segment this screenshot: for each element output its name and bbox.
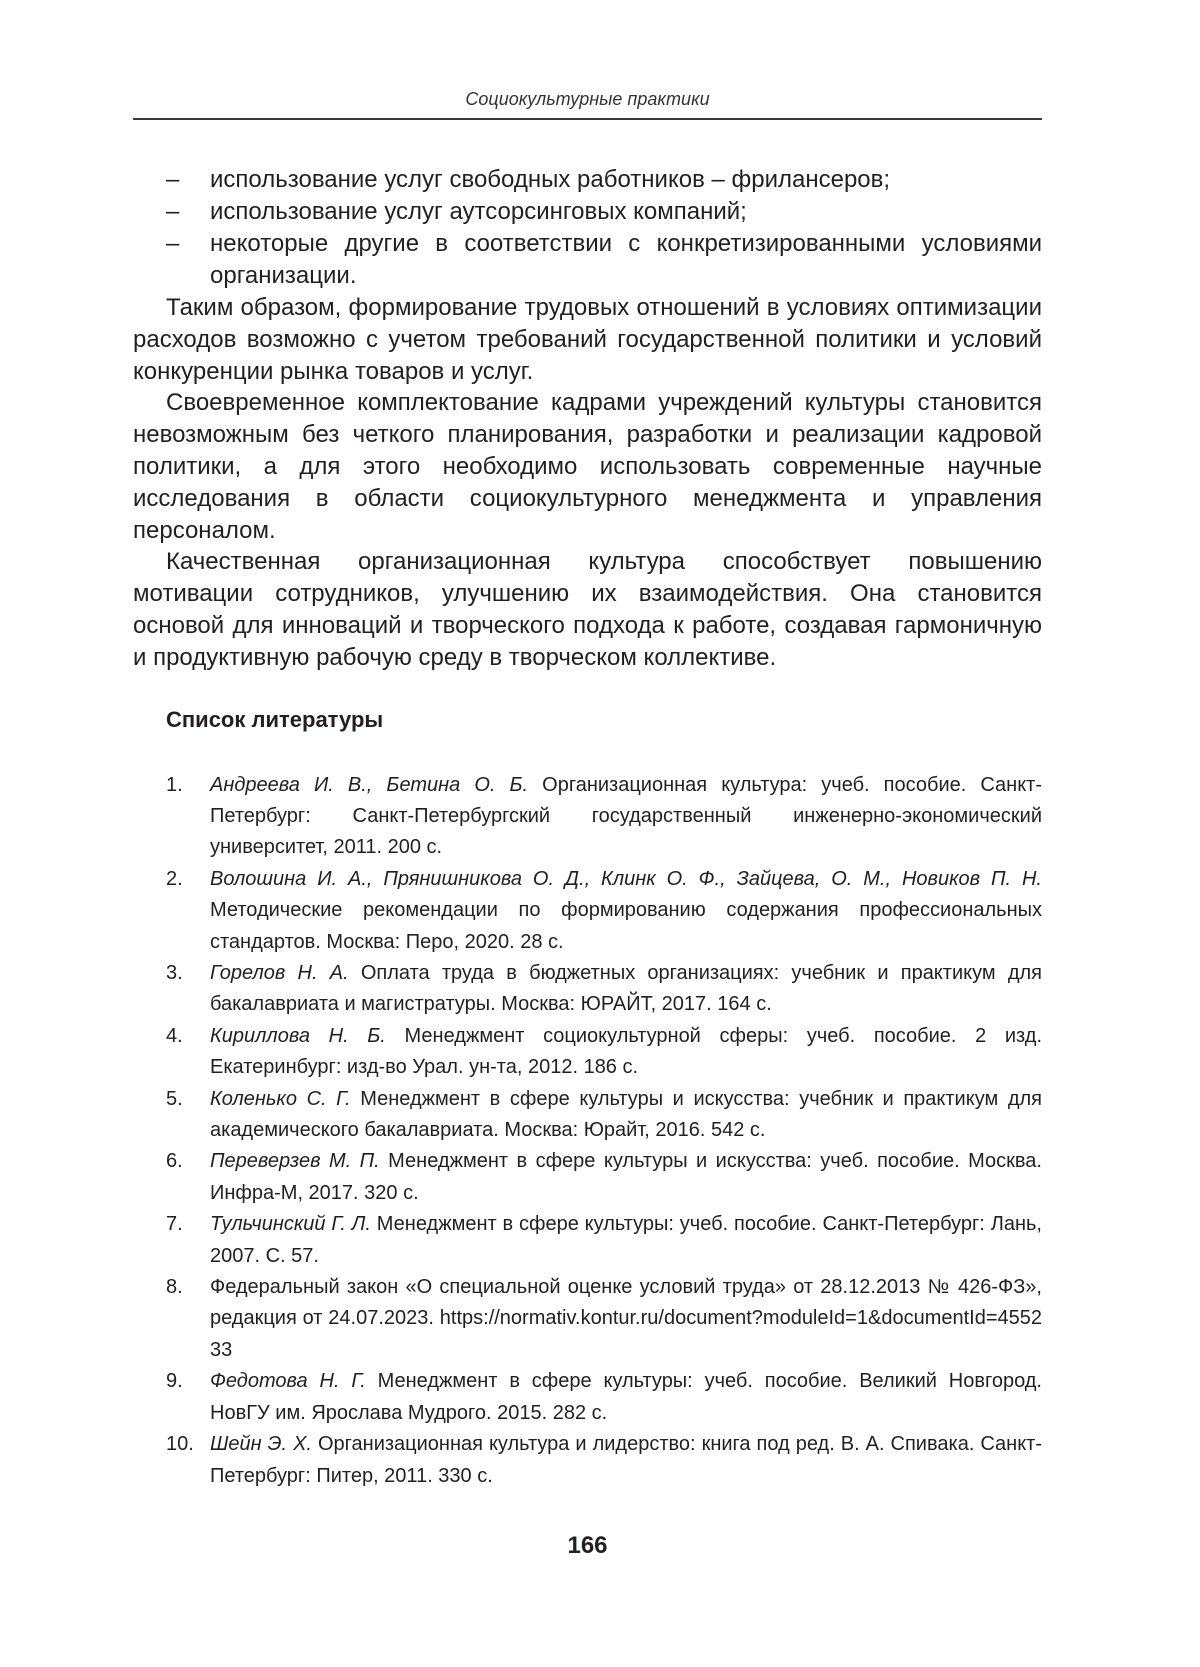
reference-text: Менеджмент в сфере культуры: учеб. пособие. Великий Новгород. НовГУ им. Ярослава Мудрого. 2015. 282 с. <box>210 1370 1042 1424</box>
reference-link[interactable]: https://normativ.kontur.ru/document?moduleId=1&documentId=455233 <box>210 1307 1043 1361</box>
reference-text: Менеджмент в сфере культуры и искусства: учебник и практикум для академического бакалавриата. Москва: Юрайт, 2016. 542 с. <box>210 1087 1042 1142</box>
reference-list <box>133 770 1042 1492</box>
reference-authors: Кириллова Н. Б. <box>210 1024 386 1047</box>
body-paragraph: Своевременное комплектование кадрами учреждений культуры становится невозможным без четкого планирования, разработки и реализации кадровой политики, а для этого необходимо использовать современные научные исследования в области социокультурного менеджмента и управления персоналом. <box>133 389 1042 544</box>
reference-item <box>133 770 1042 864</box>
reference-number: 8. <box>166 1276 183 1299</box>
reference-authors: Коленько С. Г. <box>210 1087 351 1110</box>
reference-number: 6. <box>166 1150 183 1173</box>
list-item-text: использование услуг аутсорсинговых компаний; <box>210 198 747 225</box>
reference-number: 4. <box>166 1024 183 1047</box>
reference-item <box>133 1021 1042 1084</box>
bullet-list <box>133 164 1042 292</box>
page-number: 166 <box>567 1532 608 1559</box>
reference-text: Методические рекомендации по формированию содержания профессиональных стандартов. Москва: Перо, 2020. 28 с. <box>210 899 1042 953</box>
reference-item <box>133 1272 1042 1366</box>
reference-text: Федеральный закон «О специальной оценке условий труда» от 28.12.2013 № 426-ФЗ», редакция от 24.07.2023. <box>210 1276 1042 1330</box>
reference-number: 5. <box>166 1087 183 1110</box>
reference-item <box>133 1366 1042 1429</box>
list-item <box>133 164 1042 196</box>
body-paragraph: Качественная организационная культура способствует повышению мотивации сотрудников, улучшению их взаимодействия. Она становится основой для инноваций и творческого подхода к работе, создавая гармоничную и продуктивную рабочую среду в творческом коллективе. <box>133 548 1042 671</box>
reference-authors: Горелов Н. А. <box>210 962 349 984</box>
list-item-text: некоторые другие в соответствии с конкретизированными условиями организации. <box>210 230 1042 289</box>
references-heading: Список литературы <box>166 706 384 732</box>
reference-number: 3. <box>166 962 183 984</box>
reference-text: Организационная культура и лидерство: книга под ред. В. А. Спивака. Санкт-Петербург: Питер, 2011. 330 с. <box>210 1433 1043 1487</box>
header-rule <box>133 118 1042 120</box>
reference-text: Менеджмент социокультурной сферы: учеб. пособие. 2 изд. Екатеринбург: изд-во Урал. ун-та, 2012. 186 с. <box>210 1024 1043 1079</box>
reference-item <box>133 1209 1042 1272</box>
reference-number: 1. <box>166 773 183 796</box>
reference-authors: Переверзев М. П. <box>210 1150 380 1173</box>
reference-text: Оплата труда в бюджетных организациях: учебник и практикум для бакалавриата и магистратуры. Москва: ЮРАЙТ, 2017. 164 с. <box>210 962 1043 1016</box>
reference-authors: Андреева И. В., Бетина О. Б. <box>210 773 529 796</box>
reference-item <box>133 864 1042 958</box>
reference-item <box>133 958 1042 1021</box>
reference-authors: Тульчинский Г. Л. <box>210 1213 371 1236</box>
reference-number: 10. <box>166 1433 194 1456</box>
reference-authors: Шейн Э. Х. <box>210 1433 312 1456</box>
reference-item <box>133 1084 1042 1147</box>
reference-text: Организационная культура: учеб. пособие. Санкт-Петербург: Санкт-Петербургский государственный инженерно-экономический университет, 2011. 200 с. <box>210 773 1042 859</box>
page-body <box>133 164 1042 1492</box>
reference-authors: Федотова Н. Г. <box>210 1370 366 1393</box>
reference-number: 9. <box>166 1370 183 1393</box>
reference-authors: Волошина И. А., Прянишникова О. Д., Клинк О. Ф., Зайцева, О. М., Новиков П. Н. <box>210 867 1042 890</box>
reference-text: Менеджмент в сфере культуры: учеб. пособие. Санкт-Петербург: Лань, 2007. С. 57. <box>210 1213 1042 1267</box>
dash-marker: – <box>166 198 180 225</box>
list-item <box>133 228 1042 292</box>
dash-marker: – <box>166 166 180 193</box>
list-item <box>133 196 1042 228</box>
reference-number: 2. <box>166 867 183 890</box>
list-item-text: использование услуг свободных работников – фрилансеров; <box>210 166 891 193</box>
running-header: Социокультурные практики <box>465 89 710 109</box>
reference-number: 7. <box>166 1213 183 1236</box>
reference-item <box>133 1146 1042 1209</box>
reference-item <box>133 1429 1042 1492</box>
reference-text: Менеджмент в сфере культуры и искусства: учеб. пособие. Москва. Инфра-М, 2017. 320 с. <box>210 1150 1042 1204</box>
dash-marker: – <box>166 230 180 257</box>
body-paragraph: Таким образом, формирование трудовых отношений в условиях оптимизации расходов возможно с учетом требований государственной политики и условий конкуренции рынка товаров и услуг. <box>133 294 1042 385</box>
